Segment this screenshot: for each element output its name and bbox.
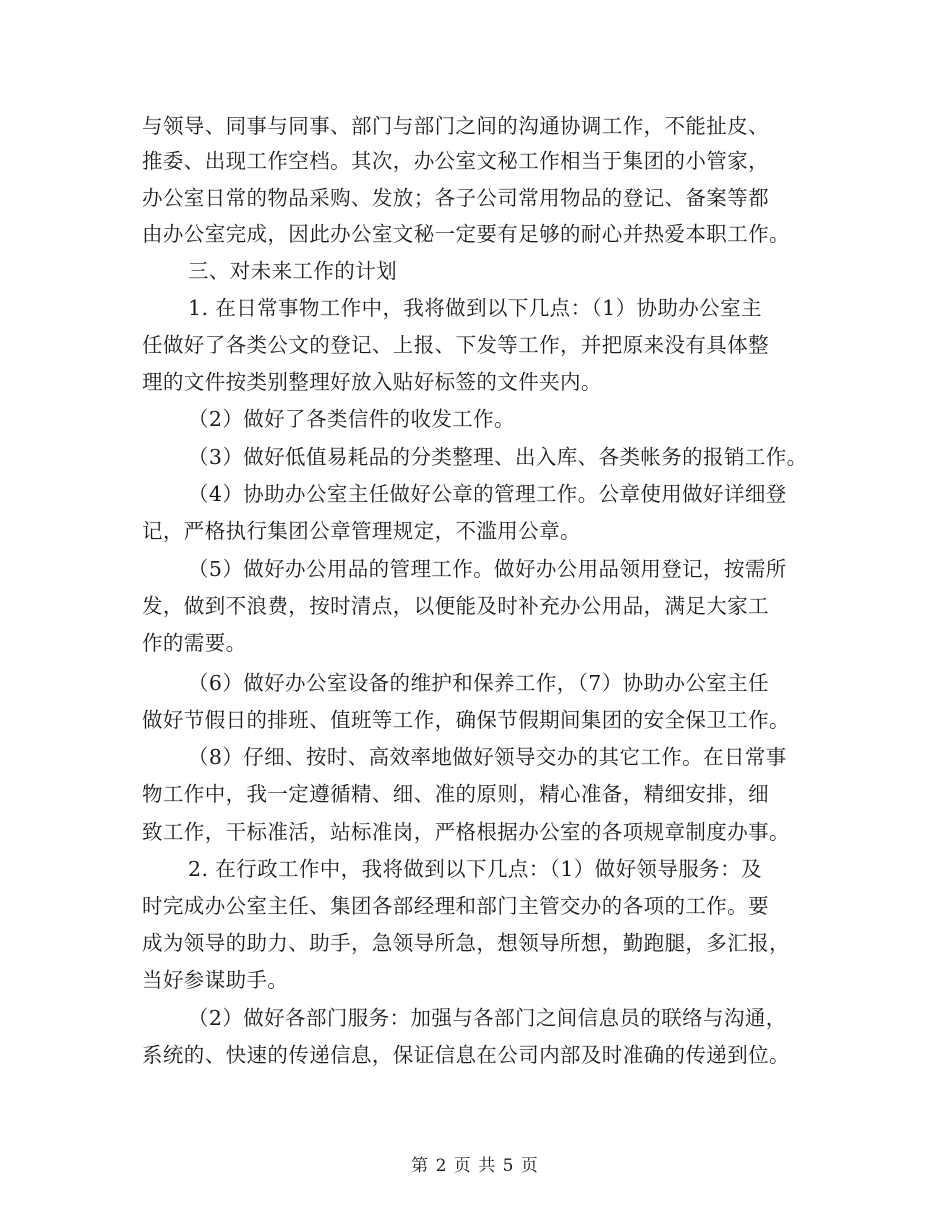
text-line: 时完成办公室主任、集团各部经理和部门主管交办的各项的工作。要 bbox=[142, 894, 769, 918]
text-line: 推委、出现工作空档。其次，办公室文秘工作相当于集团的小管家， bbox=[142, 149, 769, 173]
text-line: 系统的、快速的传递信息，保证信息在公司内部及时准确的传递到位。 bbox=[142, 1043, 790, 1067]
text-line: 发，做到不浪费，按时清点，以便能及时补充办公用品，满足大家工 bbox=[142, 594, 769, 618]
text-line: （2）做好了各类信件的收发工作。 bbox=[188, 407, 515, 431]
text-line: （2）做好各部门服务：加强与各部门之间信息员的联络与沟通， bbox=[188, 1006, 787, 1030]
text-line: 致工作，干标准活，站标准岗，严格根据办公室的各项规章制度办事。 bbox=[142, 820, 790, 844]
section-heading: 三、对未来工作的计划 bbox=[188, 259, 397, 283]
text-line: 作的需要。 bbox=[142, 631, 247, 655]
text-line: 记，严格执行集团公章管理规定，不滥用公章。 bbox=[142, 519, 581, 543]
text-line: 做好节假日的排班、值班等工作，确保节假期间集团的安全保卫工作。 bbox=[142, 708, 790, 732]
text-line: 理的文件按类别整理好放入贴好标签的文件夹内。 bbox=[142, 370, 602, 394]
text-line: 2. 在行政工作中，我将做到以下几点：（1）做好领导服务：及 bbox=[188, 857, 762, 881]
text-line: （5）做好办公用品的管理工作。做好办公用品领用登记，按需所 bbox=[188, 557, 787, 581]
text-line: 1. 在日常事物工作中，我将做到以下几点：（1）协助办公室主 bbox=[188, 296, 762, 320]
text-line: 由办公室完成，因此办公室文秘一定要有足够的耐心并热爱本职工作。 bbox=[142, 222, 790, 246]
text-line: （4）协助办公室主任做好公章的管理工作。公章使用做好详细登 bbox=[188, 482, 787, 506]
text-line: 任做好了各类公文的登记、上报、下发等工作，并把原来没有具体整 bbox=[142, 333, 769, 357]
text-line: 办公室日常的物品采购、发放；各子公司常用物品的登记、备案等都 bbox=[142, 186, 769, 210]
page-number-footer: 第 2 页 共 5 页 bbox=[411, 1156, 539, 1176]
text-line: （3）做好低值易耗品的分类整理、出入库、各类帐务的报销工作。 bbox=[188, 445, 808, 469]
text-line: （6）做好办公室设备的维护和保养工作，（7）协助办公室主任 bbox=[188, 671, 769, 695]
text-line: （8）仔细、按时、高效率地做好领导交办的其它工作。在日常事 bbox=[188, 745, 787, 769]
text-line: 成为领导的助力、助手，急领导所急，想领导所想，勤跑腿，多汇报， bbox=[142, 931, 790, 955]
text-line: 物工作中，我一定遵循精、细、准的原则，精心准备，精细安排，细 bbox=[142, 782, 769, 806]
text-line: 与领导、同事与同事、部门与部门之间的沟通协调工作，不能扯皮、 bbox=[142, 114, 769, 138]
text-line: 当好参谋助手。 bbox=[142, 968, 289, 992]
